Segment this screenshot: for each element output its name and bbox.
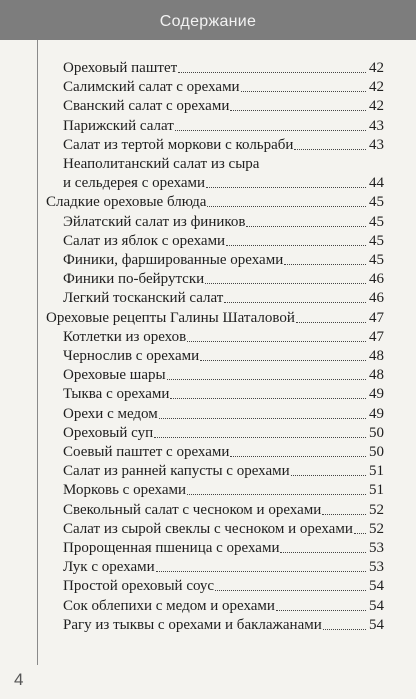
leader-dots	[322, 500, 366, 515]
toc-entry	[0, 135, 416, 154]
toc-entry	[0, 615, 416, 634]
toc-entry	[0, 269, 416, 288]
toc-entry	[0, 212, 416, 231]
toc-entry	[0, 596, 416, 615]
toc-entry-page: 49	[369, 386, 384, 403]
toc-entry-page: 44	[369, 175, 384, 192]
toc-entry-title: Салат из ранней капусты с орехами	[63, 463, 290, 480]
toc-entry-page: 48	[369, 367, 384, 384]
toc-entry	[0, 404, 416, 423]
leader-dots	[178, 58, 366, 73]
toc-entry	[0, 250, 416, 269]
toc-entry-page: 45	[369, 213, 384, 230]
toc-entry	[0, 192, 416, 211]
toc-entry-page: 45	[369, 252, 384, 268]
toc-entry-page: 47	[369, 309, 384, 326]
toc-entry-page: 50	[369, 444, 384, 460]
toc-entry-page: 45	[369, 194, 384, 211]
toc-entry-page: 46	[369, 290, 384, 307]
toc-entry-page: 42	[369, 79, 384, 96]
toc-entry	[0, 442, 416, 461]
toc-entry-page: 49	[369, 405, 384, 422]
toc-entry	[0, 288, 416, 307]
toc-entry-title: Тыква с орехами	[63, 386, 170, 403]
toc-entry	[0, 519, 416, 538]
leader-dots	[284, 250, 366, 265]
toc-entry	[0, 538, 416, 557]
toc-entry-page: 47	[369, 328, 384, 345]
leader-dots	[200, 346, 366, 361]
toc-entry	[0, 154, 416, 192]
toc-entry-title: Салимский салат с орехами	[63, 79, 240, 96]
toc-entry-page: 52	[369, 501, 384, 518]
toc-entry	[0, 346, 416, 365]
toc-entry-page: 45	[369, 232, 384, 249]
header-title: Содержание	[159, 13, 257, 30]
toc-entry	[0, 461, 416, 480]
leader-dots	[215, 576, 366, 591]
toc-entry-title: Ореховые рецепты Галины Шаталовой	[46, 309, 295, 326]
toc-entry-page: 50	[369, 424, 384, 441]
toc-entry	[0, 500, 416, 519]
toc-entry-page: 46	[369, 271, 384, 288]
toc-entry-title: Орехи с медом	[63, 405, 158, 422]
toc-entry	[0, 480, 416, 499]
toc-entry	[0, 576, 416, 595]
leader-dots	[159, 404, 366, 419]
leader-dots	[207, 192, 366, 207]
leader-dots	[154, 423, 366, 438]
toc-entry-title: Лук с орехами	[63, 559, 155, 576]
toc-entry	[0, 116, 416, 135]
toc-entry	[0, 308, 416, 327]
toc-entry-title: Свекольный салат с чесноком и орехами	[63, 501, 322, 518]
toc-entry	[0, 423, 416, 442]
leader-dots	[205, 269, 366, 284]
toc-entry-title: Финики по-бейрутски	[63, 271, 205, 288]
toc-entry-page: 51	[369, 482, 384, 499]
toc-entry-page: 52	[369, 520, 384, 537]
leader-dots	[167, 365, 366, 380]
toc-entry-title: Сок облепихи с медом и орехами	[63, 597, 275, 614]
toc-entry-title: Пророщенная пшеница с орехами	[63, 540, 280, 556]
leader-dots	[224, 288, 366, 303]
leader-dots	[296, 308, 366, 323]
toc-entry	[0, 557, 416, 576]
leader-dots	[323, 615, 366, 630]
toc-entry-title: Рагу из тыквы с орехами и баклажанами	[63, 616, 322, 633]
toc-entry	[0, 96, 416, 115]
leader-dots	[280, 538, 366, 553]
toc-entry-title: Простой ореховый соус	[63, 578, 215, 595]
leader-dots	[294, 135, 366, 150]
toc-entry-page: 42	[369, 98, 384, 115]
toc-entry-page: 54	[369, 578, 384, 595]
toc-entry-title: Финики, фаршированные орехами	[63, 252, 284, 268]
leader-dots	[156, 557, 366, 572]
leader-dots	[187, 327, 366, 342]
toc-entry-title: Сладкие ореховые блюда	[46, 194, 207, 211]
leader-dots	[276, 596, 366, 611]
toc-entry-title: Соевый паштет с орехами	[63, 444, 230, 460]
toc-entry	[0, 384, 416, 403]
toc-entry	[0, 327, 416, 346]
leader-dots	[206, 173, 366, 188]
leader-dots	[291, 461, 366, 476]
toc-entry-title: Салат из сырой свеклы с чесноком и орехами	[63, 520, 353, 537]
toc-entry-page: 53	[369, 559, 384, 576]
toc-entry-title: Морковь с орехами	[63, 482, 187, 499]
toc-entry-title: Ореховый паштет	[63, 60, 178, 76]
toc-entry	[0, 365, 416, 384]
toc-entry-page: 43	[369, 117, 384, 134]
leader-dots	[246, 212, 366, 227]
toc-entry-page: 51	[369, 463, 384, 480]
toc-entry-page: 54	[369, 597, 384, 614]
page-header	[0, 0, 416, 40]
toc-entry-title: Парижский салат	[63, 117, 174, 134]
leader-dots	[354, 519, 366, 534]
toc-entry-page: 53	[369, 540, 384, 556]
toc-entry-title-line2: и сельдерея с орехами	[63, 175, 206, 192]
toc-entry-page: 43	[369, 136, 384, 153]
toc-entry-page: 48	[369, 348, 384, 364]
toc-entry-title: Котлетки из орехов	[63, 328, 187, 345]
leader-dots	[226, 231, 366, 246]
toc-entry-page: 42	[369, 60, 384, 76]
toc-entry-title: Сванский салат с орехами	[63, 98, 230, 115]
toc-entry	[0, 77, 416, 96]
toc-entry-title: Салат из тертой моркови с кольраби	[63, 136, 294, 153]
leader-dots	[175, 116, 366, 131]
leader-dots	[241, 77, 366, 92]
toc-entry	[0, 231, 416, 250]
leader-dots	[230, 96, 366, 111]
toc-entry	[0, 58, 416, 77]
leader-dots	[230, 442, 366, 457]
toc-entry-title: Чернослив с орехами	[63, 348, 200, 364]
toc-entry-page: 54	[369, 616, 384, 633]
toc-entry-title: Неаполитанский салат из сыра	[63, 156, 260, 172]
toc-entry-title: Эйлатский салат из фиников	[63, 213, 246, 230]
toc-entry-title: Ореховые шары	[63, 367, 166, 384]
page-number: 4	[14, 670, 24, 689]
leader-dots	[187, 480, 366, 495]
leader-dots	[170, 384, 366, 399]
toc-entry-title: Ореховый суп	[63, 424, 154, 441]
toc-entry-title: Салат из яблок с орехами	[63, 232, 226, 249]
toc-entry-title: Легкий тосканский салат	[63, 290, 224, 307]
